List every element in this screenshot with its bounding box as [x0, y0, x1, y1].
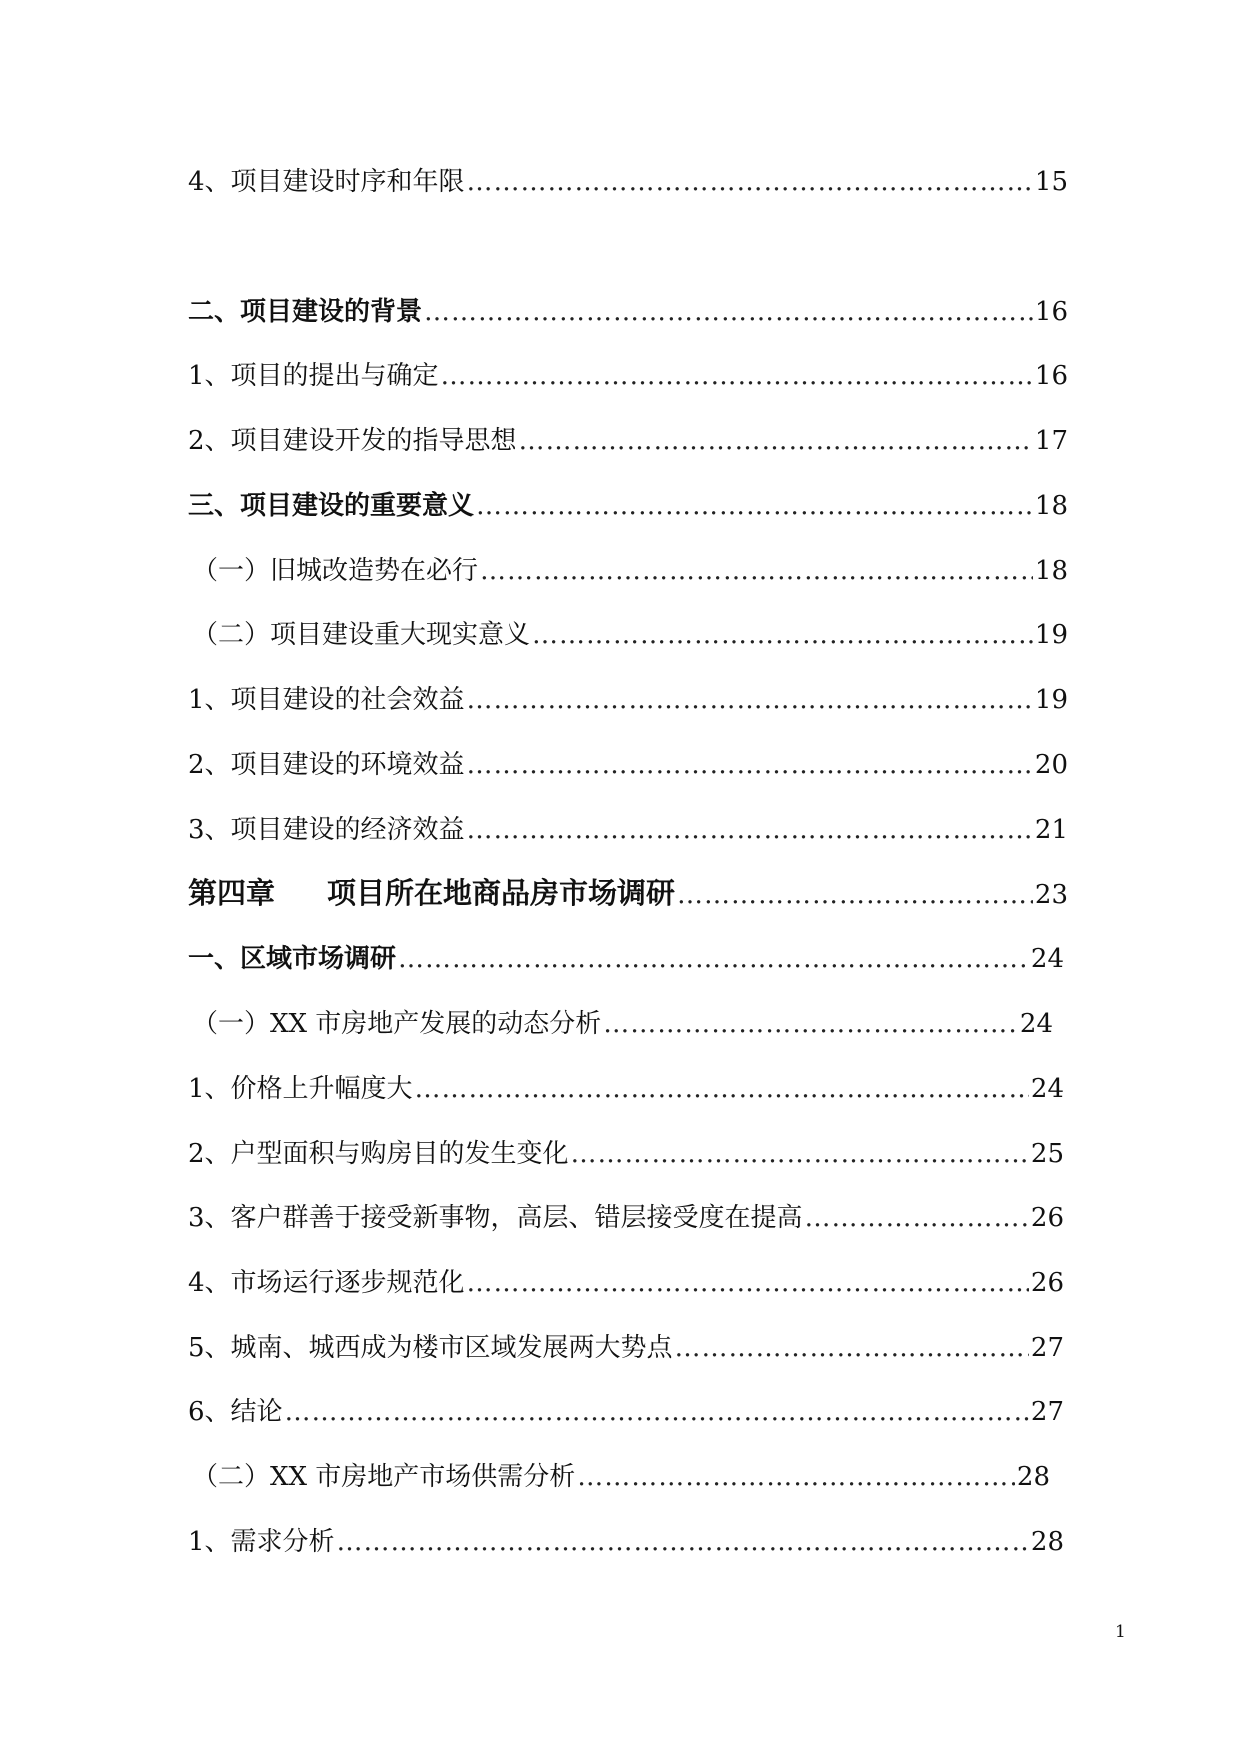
toc-entry-label: 3、项目建设的经济效益	[188, 815, 465, 845]
toc-entry	[188, 1331, 1064, 1365]
toc-entry-label: 1、项目的提出与确定	[188, 361, 439, 391]
chapter-title: 项目所在地商品房市场调研	[327, 876, 676, 910]
chapter-number: 第四章	[188, 876, 276, 910]
toc-entry	[192, 1007, 1053, 1041]
toc-entry-page: 28	[1030, 1527, 1064, 1557]
toc-entry-page: 17	[1034, 426, 1068, 456]
toc-entry-label: （一）旧城改造势在必行	[192, 556, 479, 586]
toc-entry-label: 1、价格上升幅度大	[188, 1074, 413, 1104]
toc-entry-page: 27	[1030, 1333, 1064, 1363]
toc-entry	[188, 489, 1068, 523]
dot-leader	[467, 683, 1033, 717]
toc-entry-label: 5、城南、城西成为楼市区域发展两大势点	[188, 1333, 673, 1363]
dot-leader	[571, 1137, 1029, 1171]
toc-entry-label: 1、项目建设的社会效益	[188, 685, 465, 715]
toc-entry-page: 18	[1034, 491, 1068, 521]
toc-entry-label: 4、项目建设时序和年限	[188, 167, 465, 197]
dot-leader	[677, 878, 1033, 912]
dot-leader	[467, 1266, 1029, 1300]
toc-entry-label: （二）XX 市房地产市场供需分析	[192, 1462, 576, 1492]
toc-chapter-label	[188, 876, 675, 910]
toc-entry-label: 三、项目建设的重要意义	[188, 491, 475, 521]
toc-entry-page: 21	[1034, 815, 1068, 845]
toc-entry-page: 15	[1034, 167, 1068, 197]
toc-entry	[188, 1201, 1064, 1235]
toc-entry-label: 二、项目建设的背景	[188, 297, 423, 327]
toc-entry-page: 24	[1019, 1009, 1053, 1039]
toc-entry-label: 6、结论	[188, 1397, 283, 1427]
dot-leader	[441, 359, 1033, 393]
toc-entry-page: 27	[1030, 1397, 1064, 1427]
toc-entry-page: 26	[1030, 1203, 1064, 1233]
dot-leader	[519, 424, 1033, 458]
toc-entry-page: 28	[1016, 1462, 1050, 1492]
toc-entry	[188, 813, 1068, 847]
dot-leader	[603, 1007, 1018, 1041]
toc-entry-page: 24	[1030, 944, 1064, 974]
toc-entry-label: 一、区域市场调研	[188, 944, 397, 974]
dot-leader	[467, 748, 1033, 782]
toc-entry-page: 25	[1030, 1139, 1064, 1169]
toc-chapter-entry	[188, 876, 1068, 912]
toc-entry-page: 16	[1034, 361, 1068, 391]
toc-entry	[188, 295, 1068, 329]
dot-leader	[675, 1331, 1029, 1365]
toc-entry-page: 26	[1030, 1268, 1064, 1298]
dot-leader	[337, 1525, 1029, 1559]
toc-entry-label: 2、项目建设开发的指导思想	[188, 426, 517, 456]
toc-entry	[188, 1525, 1064, 1559]
toc-entry	[188, 359, 1068, 393]
toc-entry-page: 24	[1030, 1074, 1064, 1104]
toc-entry-page: 23	[1034, 880, 1068, 910]
toc-entry-label: （二）项目建设重大现实意义	[192, 620, 531, 650]
toc-entry	[192, 1460, 1050, 1494]
dot-leader	[476, 489, 1033, 523]
toc-entry	[188, 1072, 1064, 1106]
toc-entry-label: 3、客户群善于接受新事物，高层、错层接受度在提高	[188, 1203, 803, 1233]
toc-entry	[188, 1137, 1064, 1171]
dot-leader	[467, 813, 1033, 847]
toc-entry-label: 2、户型面积与购房目的发生变化	[188, 1139, 569, 1169]
dot-leader	[805, 1201, 1029, 1235]
dot-leader	[577, 1460, 1015, 1494]
toc-entry	[188, 942, 1064, 976]
dot-leader	[424, 295, 1033, 329]
toc-entry	[192, 618, 1068, 652]
toc-entry-page: 18	[1034, 556, 1068, 586]
dot-leader	[415, 1072, 1029, 1106]
toc-entry-page: 19	[1034, 685, 1068, 715]
toc-entry-page: 16	[1034, 297, 1068, 327]
toc-entry-label: 1、需求分析	[188, 1527, 335, 1557]
dot-leader	[467, 165, 1033, 199]
toc-entry	[188, 1395, 1064, 1429]
dot-leader	[285, 1395, 1029, 1429]
toc-entry	[188, 1266, 1064, 1300]
toc-entry-label: 4、市场运行逐步规范化	[188, 1268, 465, 1298]
toc-entry	[192, 554, 1068, 588]
toc-entry-page: 20	[1034, 750, 1068, 780]
page-number: 1	[1115, 1622, 1126, 1642]
toc-entry-label: （一）XX 市房地产发展的动态分析	[192, 1009, 602, 1039]
toc-entry	[188, 424, 1068, 458]
dot-leader	[532, 618, 1033, 652]
dot-leader	[398, 942, 1029, 976]
toc-entry	[188, 165, 1068, 199]
toc-entry	[188, 683, 1068, 717]
toc-entry-page: 19	[1034, 620, 1068, 650]
dot-leader	[480, 554, 1033, 588]
toc-entry	[188, 748, 1068, 782]
toc-entry-label: 2、项目建设的环境效益	[188, 750, 465, 780]
